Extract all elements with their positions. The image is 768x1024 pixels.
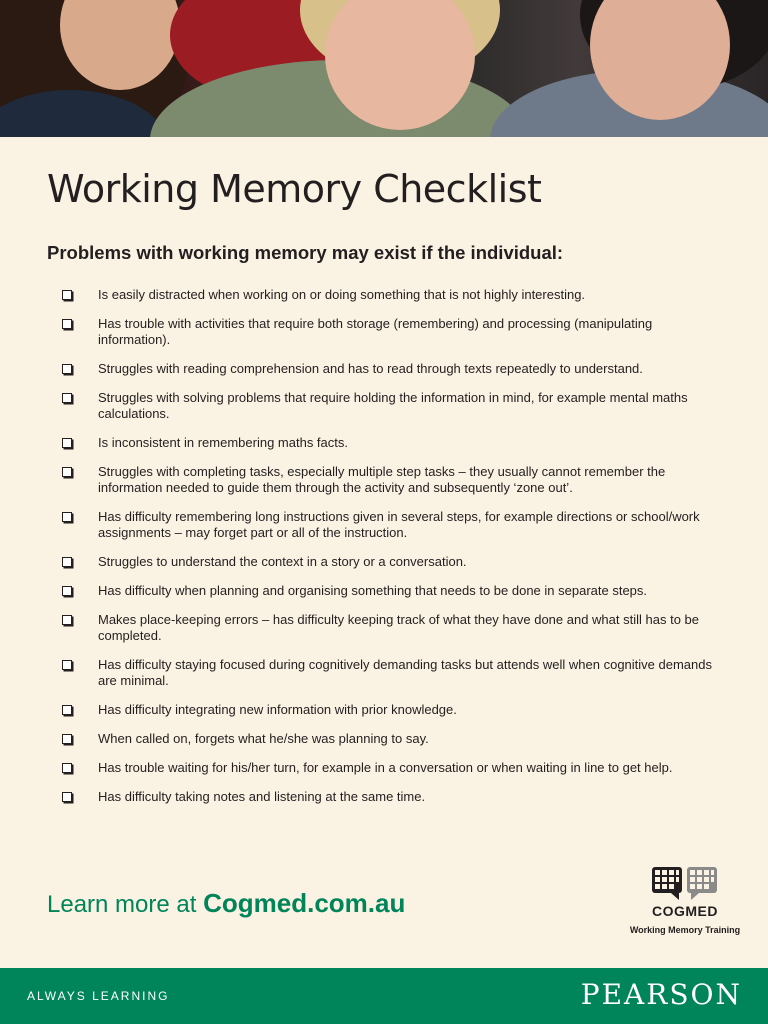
checklist-item-text: Struggles with solving problems that require holding the information in mind, for example mental maths calculations.	[98, 390, 688, 421]
checkbox-icon[interactable]	[62, 290, 72, 300]
learn-more-prefix: Learn more at	[47, 891, 204, 918]
checklist-item-text: Has difficulty taking notes and listening at the same time.	[98, 789, 426, 804]
checkbox-icon[interactable]	[62, 705, 72, 715]
checkbox-icon[interactable]	[62, 393, 72, 403]
checklist-item	[62, 509, 722, 541]
checklist-item-text: Is easily distracted when working on or doing something that is not highly interesting.	[98, 287, 586, 302]
checkbox-icon[interactable]	[62, 763, 72, 773]
checklist-item-text: Has trouble with activities that require both storage (remembering) and processing (manipulating information).	[98, 316, 653, 347]
checklist-item-text: Struggles with completing tasks, especially multiple step tasks – they usually cannot remember the information needed to guide them through the activity and subsequently ‘zone out’.	[98, 464, 666, 495]
checklist-item-text: Has difficulty integrating new information with prior knowledge.	[98, 702, 457, 717]
checkbox-icon[interactable]	[62, 586, 72, 596]
checklist-item	[62, 612, 722, 644]
page-subtitle: Problems with working memory may exist if the individual:	[47, 242, 564, 263]
checkbox-icon[interactable]	[62, 512, 72, 522]
cogmed-logo	[620, 866, 750, 935]
checklist-item	[62, 789, 722, 805]
checkbox-icon[interactable]	[62, 615, 72, 625]
checkbox-icon[interactable]	[62, 734, 72, 744]
checklist-item-text: Makes place-keeping errors – has difficulty keeping track of what they have done and what still has to be completed.	[98, 612, 699, 643]
checklist-item	[62, 760, 722, 776]
hero-photo	[0, 0, 768, 137]
checklist-item-text: When called on, forgets what he/she was planning to say.	[98, 731, 429, 746]
checklist-item-text: Struggles with reading comprehension and has to read through texts repeatedly to understand.	[98, 361, 643, 376]
footer-slogan: ALWAYS LEARNING	[27, 989, 170, 1003]
checklist	[62, 287, 722, 805]
checklist-item	[62, 731, 722, 747]
checklist-item	[62, 464, 722, 496]
checklist-item-text: Is inconsistent in remembering maths facts.	[98, 435, 348, 450]
checkbox-icon[interactable]	[62, 438, 72, 448]
cogmed-logo-icon	[651, 866, 719, 902]
cogmed-link[interactable]: Cogmed.com.au	[203, 888, 406, 918]
checklist-item-text: Has difficulty when planning and organising something that needs to be done in separate steps.	[98, 583, 648, 598]
checklist-item	[62, 657, 722, 689]
checkbox-icon[interactable]	[62, 467, 72, 477]
checklist-item	[62, 287, 722, 303]
checkbox-icon[interactable]	[62, 792, 72, 802]
checklist-item-text: Has difficulty remembering long instructions given in several steps, for example directions or school/work assignments – may forget part or all of the instruction.	[98, 509, 700, 540]
checklist-item-text: Has difficulty staying focused during cognitively demanding tasks but attends well when cognitive demands are minimal.	[98, 657, 712, 688]
checklist-item	[62, 435, 722, 451]
checkbox-icon[interactable]	[62, 660, 72, 670]
checkbox-icon[interactable]	[62, 557, 72, 567]
checklist-item-text: Has trouble waiting for his/her turn, for example in a conversation or when waiting in line to get help.	[98, 760, 673, 775]
checklist-item	[62, 554, 722, 570]
checkbox-icon[interactable]	[62, 364, 72, 374]
checkbox-icon[interactable]	[62, 319, 72, 329]
checklist-item	[62, 702, 722, 718]
footer-bar	[0, 968, 768, 1024]
learn-more	[47, 888, 405, 919]
cogmed-tagline: Working Memory Training	[629, 925, 741, 935]
checklist-item	[62, 390, 722, 422]
cogmed-brand: COGMED	[652, 903, 718, 919]
checklist-item	[62, 583, 722, 599]
checklist-item-text: Struggles to understand the context in a story or a conversation.	[98, 554, 467, 569]
page-title: Working Memory Checklist	[47, 167, 542, 211]
pearson-logo: PEARSON	[580, 978, 742, 1011]
checklist-item	[62, 316, 722, 348]
checklist-item	[62, 361, 722, 377]
